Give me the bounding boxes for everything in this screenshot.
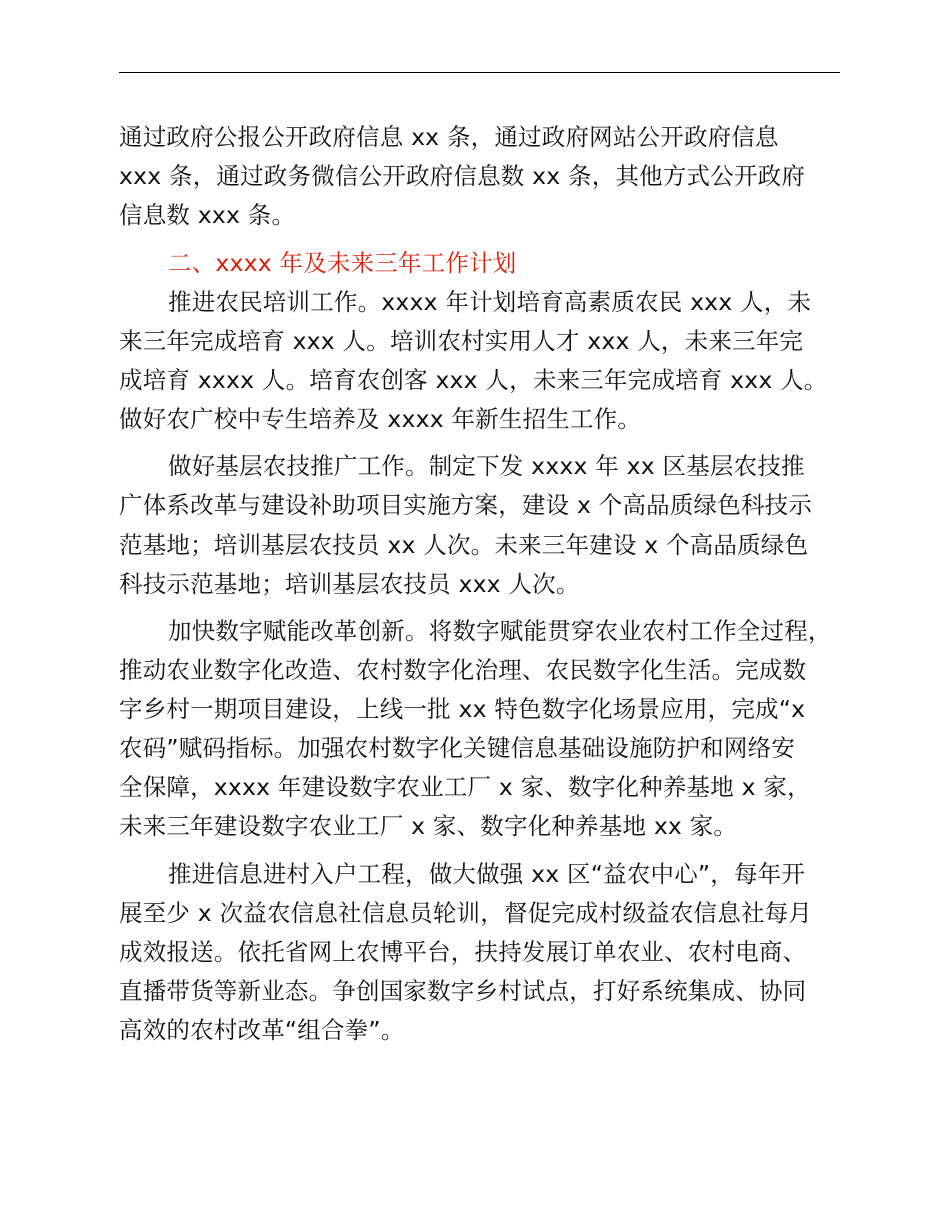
text-line: xxx 条，通过政务微信公开政府信息数 xx 条，其他方式公开政府 xyxy=(119,162,806,191)
text-line: 成培育 xxxx 人。培育农创客 xxx 人，未来三年完成培育 xxx 人。 xyxy=(119,365,828,394)
paragraph-information-to-villages xyxy=(119,855,854,1050)
text-line: 农码”赋码指标。加强农村数字化关键信息基础设施防护和网络安 xyxy=(119,734,795,763)
text-line: 推进信息进村入户工程，做大做强 xx 区“益农中心”，每年开 xyxy=(168,859,806,888)
text-line: 高效的农村改革“组合拳”。 xyxy=(119,1016,405,1045)
text-line: 加快数字赋能改革创新。将数字赋能贯穿农业农村工作全过程， xyxy=(168,617,832,646)
text-line: 推动农业数字化改造、农村数字化治理、农民数字化生活。完成数 xyxy=(119,656,807,685)
text-line: 广体系改革与建设补助项目实施方案，建设 x 个高品质绿色科技示 xyxy=(119,491,813,520)
text-line: 成效报送。依托省网上农博平台，扶持发展订单农业、农村电商、 xyxy=(119,938,807,967)
text-line: 科技示范基地；培训基层农技员 xxx 人次。 xyxy=(119,569,580,598)
text-line: 未来三年建设数字农业工厂 x 家、数字化种养基地 xx 家。 xyxy=(119,812,738,841)
text-line: 信息数 xxx 条。 xyxy=(119,201,296,230)
text-line: 全保障，xxxx 年建设数字农业工厂 x 家、数字化种养基地 x 家， xyxy=(119,773,811,802)
text-line: 做好基层农技推广工作。制定下发 xxxx 年 xx 区基层农技推 xyxy=(168,452,805,481)
paragraph-agri-extension xyxy=(119,447,854,603)
text-line: 做好农广校中专生培养及 xxxx 年新生招生工作。 xyxy=(119,404,642,433)
text-line: 来三年完成培育 xxx 人。培训农村实用人才 xxx 人，未来三年完 xyxy=(119,326,804,355)
text-line: 推进农民培训工作。xxxx 年计划培育高素质农民 xxx 人，未 xyxy=(168,287,812,316)
header-rule xyxy=(119,72,840,73)
paragraph-digital-empowerment xyxy=(119,612,854,847)
text-line: 展至少 x 次益农信息社信息员轮训，督促完成村级益农信息社每月 xyxy=(119,898,813,927)
section-heading: 二、xxxx 年及未来三年工作计划 xyxy=(168,248,517,277)
text-line: 字乡村一期项目建设，上线一批 xx 特色数字化场景应用，完成“x xyxy=(119,695,806,724)
text-line: 范基地；培训基层农技员 xx 人次。未来三年建设 x 个高品质绿色 xyxy=(119,530,809,559)
document-body xyxy=(119,118,854,1050)
paragraph-farmer-training xyxy=(119,283,854,439)
paragraph-intro xyxy=(119,118,854,235)
text-line: 直播带货等新业态。争创国家数字乡村试点，打好系统集成、协同 xyxy=(119,977,807,1006)
text-line: 通过政府公报公开政府信息 xx 条，通过政府网站公开政府信息 xyxy=(119,123,779,151)
